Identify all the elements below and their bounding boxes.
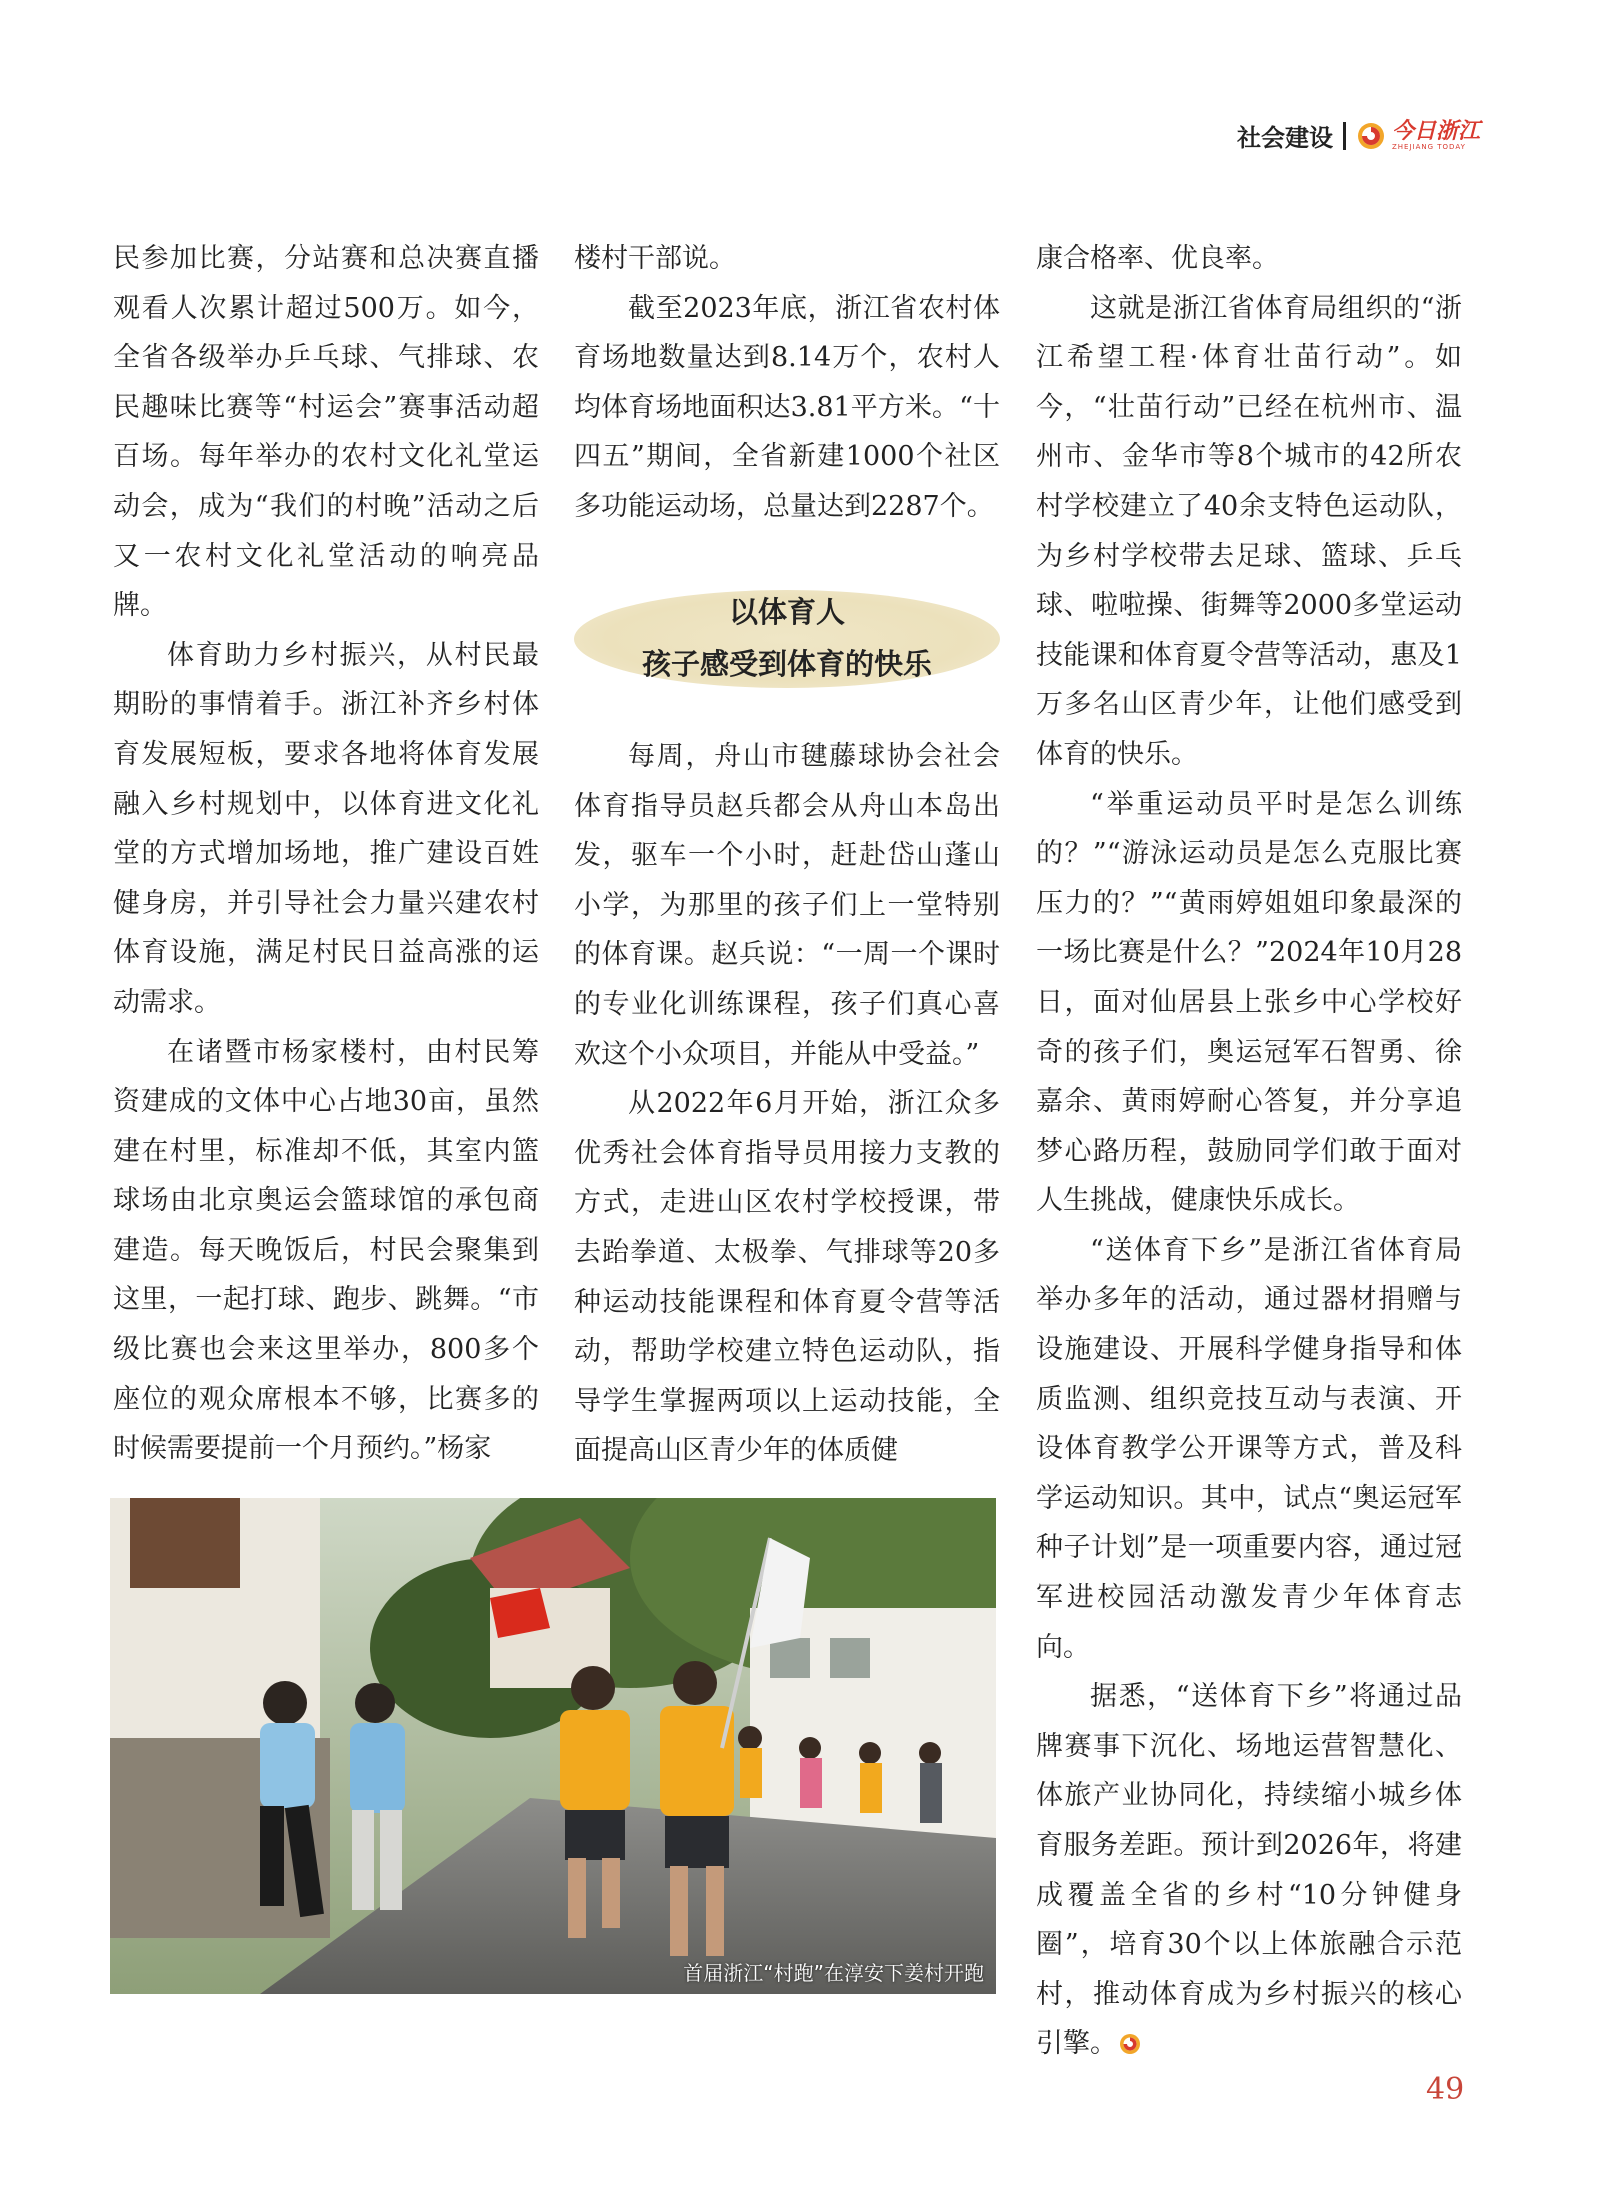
- article-photo: [110, 1498, 996, 1994]
- subheading-line-1: 以体育人: [728, 595, 845, 629]
- section-subheading: [574, 582, 1000, 698]
- paragraph-final: [1036, 1672, 1462, 2069]
- paragraph: 体育助力乡村振兴，从村民最期盼的事情着手。浙江补齐乡村体育发展短板，要求各地将体育发展融入乡村规划中，以体育进文化礼堂的方式增加场地，推广建设百姓健身房，并引导社会力量兴建农村体育设施，满足村民日益高涨的运动需求。: [113, 639, 539, 1018]
- paragraph: 在诸暨市杨家楼村，由村民筹资建成的文体中心占地30亩，虽然建在村里，标准却不低，其室内篮球场由北京奥运会篮球馆的承包商建造。每天晚饭后，村民会聚集到这里，一起打球、跑步、跳舞。“市级比赛也会来这里举办，800多个座位的观众席根本不够，比赛多的时候需要提前一个月预约。”杨家: [113, 1036, 539, 1465]
- logo-english-text: ZHEJIANG TODAY: [1391, 143, 1466, 151]
- paragraph-final-text: 据悉，“送体育下乡”将通过品牌赛事下沉化、场地运营智慧化、体旅产业协同化，持续缩小城乡体育服务差距。预计到2026年，将建成覆盖全省的乡村“10分钟健身圈”，培育30个以上体旅融合示范村，推动体育成为乡村振兴的核心引擎。: [1036, 1681, 1462, 2060]
- paragraph: 康合格率、优良率。: [1036, 243, 1279, 274]
- paragraph: “举重运动员平时是怎么训练的？”“游泳运动员是怎么克服比赛压力的？”“黄雨婷姐姐印象最深的一场比赛是什么？”2024年10月28日，面对仙居县上张乡中心学校好奇的孩子们，奥运冠军石智勇、徐嘉余、黄雨婷耐心答复，并分享追梦心路历程，鼓励同学们敢于面对人生挑战，健康快乐成长。: [1036, 788, 1462, 1217]
- photo-caption: 首届浙江“村跑”在淳安下姜村开跑: [683, 1961, 984, 1985]
- subheading-line-2: 孩子感受到体育的快乐: [641, 647, 932, 681]
- page-number: 49: [1426, 2072, 1465, 2107]
- paragraph: 每周，舟山市毽藤球协会社会体育指导员赵兵都会从舟山本岛出发，驱车一个小时，赶赴岱山蓬山小学，为那里的孩子们上一堂特别的体育课。赵兵说：“一周一个课时的专业化训练课程，孩子们真心喜欢这个小众项目，并能从中受益。”: [574, 741, 1000, 1070]
- page-header: [1237, 118, 1480, 153]
- logo-chinese-text: 今日浙江: [1391, 118, 1480, 144]
- paragraph: 这就是浙江省体育局组织的“浙江希望工程·体育壮苗行动”。如今，“壮苗行动”已经在杭州市、温州市、金华市等8个城市的42所农村学校建立了40余支特色运动队，为乡村学校带去足球、篮球、乒乓球、啦啦操、街舞等2000多堂运动技能课和体育夏令营等活动，惠及1万多名山区青少年，让他们感受到体育的快乐。: [1036, 292, 1462, 770]
- column-2-continued: [574, 732, 1000, 1476]
- paragraph: 从2022年6月开始，浙江众多优秀社会体育指导员用接力支教的方式，走进山区农村学校授课，带去跆拳道、太极拳、气排球等20多种运动技能课程和体育夏令营等活动，帮助学校建立特色运动队，指导学生掌握两项以上运动技能，全面提高山区青少年的体质健: [574, 1088, 1000, 1467]
- paragraph: “送体育下乡”是浙江省体育局举办多年的活动，通过器材捐赠与设施建设、开展科学健身指导和体质监测、组织竞技互动与表演、开设体育教学公开课等方式，普及科学运动知识。其中，试点“奥运冠军种子计划”是一项重要内容，通过冠军进校园活动激发青少年体育志向。: [1036, 1234, 1462, 1663]
- paragraph: 截至2023年底，浙江省农村体育场地数量达到8.14万个，农村人均体育场地面积达3.81平方米。“十四五”期间，全省新建1000个社区多功能运动场，总量达到2287个。: [574, 292, 1000, 522]
- column-3: [1036, 234, 1462, 2069]
- photo-illustration: [110, 1498, 996, 1994]
- logo-swirl-icon: [1356, 121, 1386, 151]
- paragraph: 楼村干部说。: [574, 243, 736, 274]
- paragraph: 民参加比赛，分站赛和总决赛直播观看人次累计超过500万。如今，全省各级举办乒乓球、气排球、农民趣味比赛等“村运会”赛事活动超百场。每年举办的农村文化礼堂运动会，成为“我们的村晚”活动之后又一农村文化礼堂活动的响亮品牌。: [113, 243, 539, 622]
- header-divider: [1343, 122, 1346, 150]
- article-end-icon: [1119, 2033, 1141, 2055]
- column-1: [113, 234, 539, 1474]
- section-title: 社会建设: [1236, 124, 1333, 152]
- column-2: [574, 234, 1000, 532]
- magazine-logo: [1356, 120, 1480, 151]
